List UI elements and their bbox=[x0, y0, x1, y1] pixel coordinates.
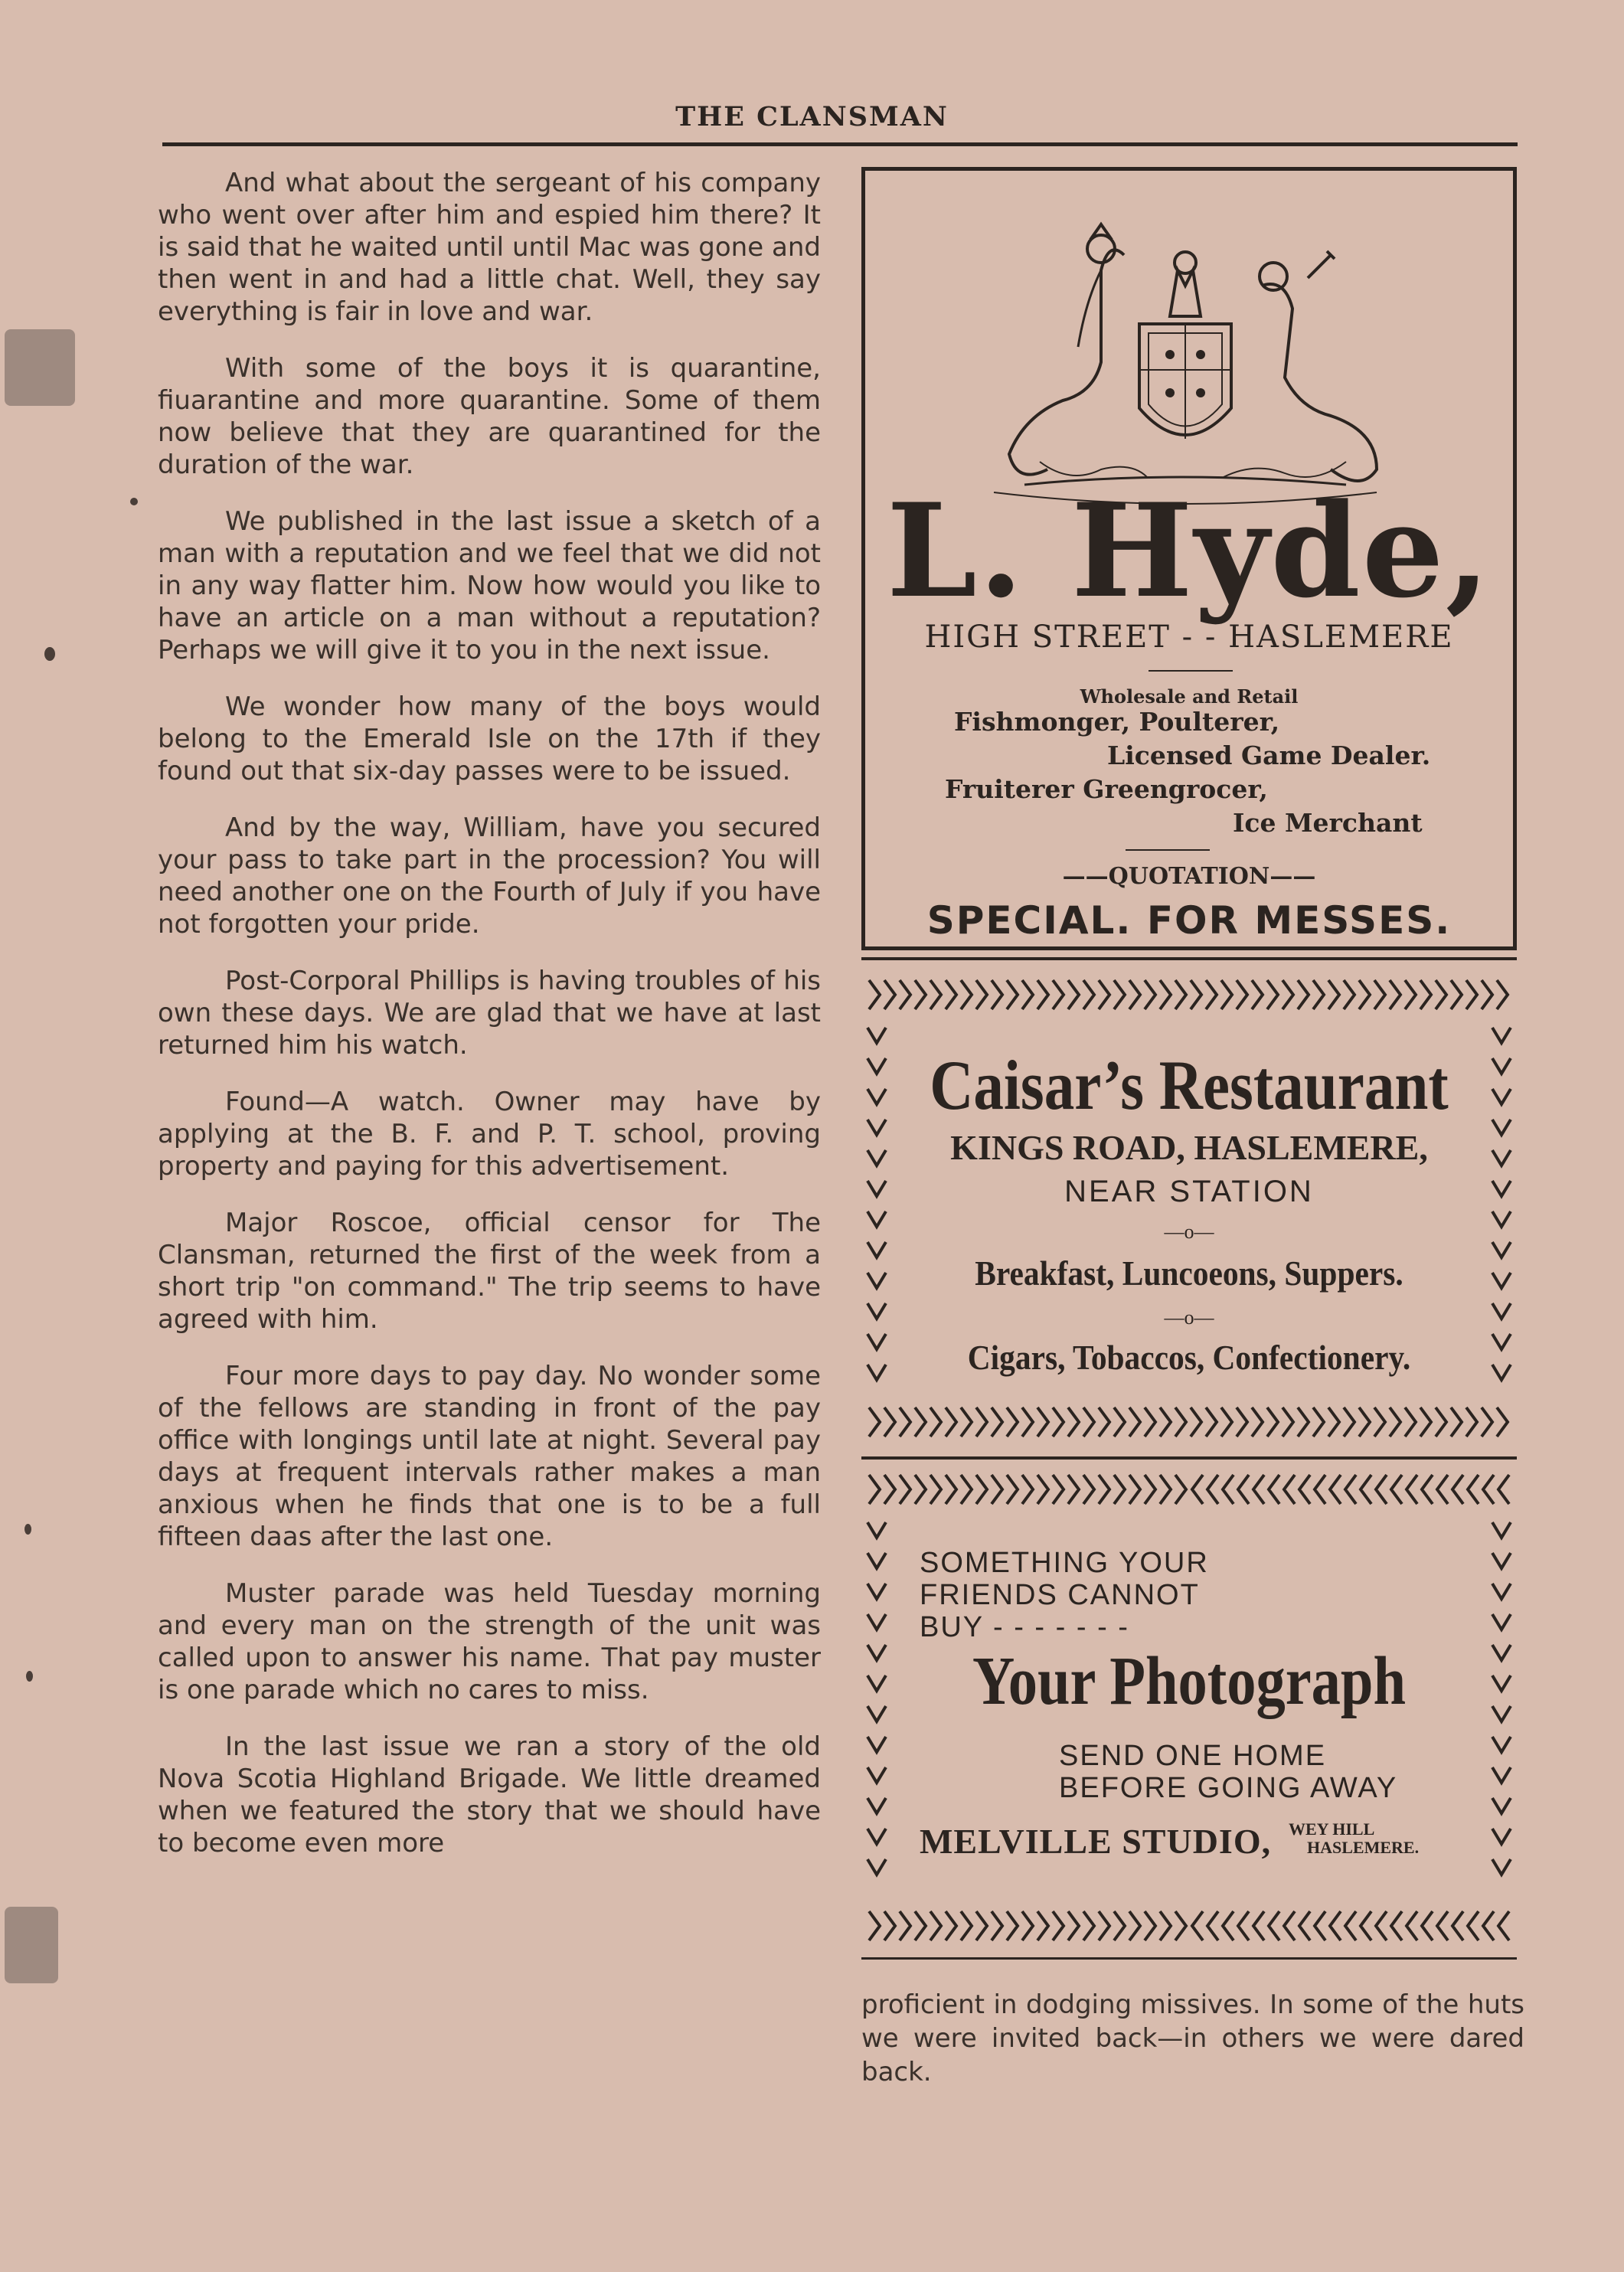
paragraph: In the last issue we ran a story of the old Nova Scotia Highland Brigade. We little dreamed when we featured the story that we should have to become even more bbox=[158, 1731, 821, 1858]
hyde-advertisement bbox=[861, 167, 1517, 950]
page-title: THE CLANSMAN bbox=[675, 101, 949, 132]
paper-stain bbox=[5, 1907, 58, 1983]
ad-separator bbox=[861, 957, 1517, 960]
ink-speck bbox=[26, 1671, 33, 1682]
service-line: Ice Merchant bbox=[1233, 808, 1423, 838]
left-column bbox=[158, 167, 821, 1884]
photograph-advertisement bbox=[861, 1469, 1517, 1951]
ornamental-border-icon bbox=[861, 1401, 1517, 1443]
wholesale-retail: Wholesale and Retail bbox=[1080, 685, 1299, 708]
paragraph: Post-Corporal Phillips is having troubles of his own these days. We are glad that we have at last returned him his watch. bbox=[158, 966, 821, 1061]
caisar-restaurant-advertisement bbox=[861, 974, 1517, 1449]
photograph-headline: Your Photograph bbox=[972, 1643, 1407, 1719]
ornamental-border-icon bbox=[861, 1469, 1517, 1510]
paragraph: Four more days to pay day. No wonder some of the fellows are standing in front of the pay office with longings until late at night. Several pay days at frequent intervals rather makes a man anxious when he finds that one is to be a full fifteen daas after the last one. bbox=[158, 1361, 821, 1552]
special-offer: SPECIAL. FOR MESSES. bbox=[926, 898, 1452, 943]
paper-stain bbox=[5, 329, 75, 406]
send-home-line: BEFORE GOING AWAY bbox=[1059, 1772, 1398, 1804]
coat-of-arms-icon bbox=[948, 209, 1423, 515]
ornamental-border-icon bbox=[1486, 1469, 1517, 1951]
divider: —o— bbox=[1164, 1221, 1214, 1243]
studio-street: WEY HILL bbox=[1289, 1819, 1375, 1839]
paragraph: Major Roscoe, official censor for The Clansman, returned the first of the week from a short trip "on command." The trip seems to have agreed with him. bbox=[158, 1208, 821, 1335]
paragraph: We wonder how many of the boys would belong to the Emerald Isle on the 17th if they found out that six-day passes were to be issued. bbox=[158, 691, 821, 786]
divider: —o— bbox=[1164, 1306, 1214, 1329]
ink-speck bbox=[44, 647, 55, 661]
divider bbox=[1126, 849, 1210, 851]
quotation-label: ——QUOTATION—— bbox=[1062, 863, 1316, 890]
ornamental-border-icon bbox=[861, 974, 892, 1449]
ornamental-border-icon bbox=[861, 974, 1517, 1015]
service-line: Licensed Game Dealer. bbox=[1107, 740, 1431, 770]
paragraph: With some of the boys it is quarantine, fiuarantine and more quarantine. Some of them now believe that they are quarantined for the duration of the war. bbox=[158, 353, 821, 480]
send-home-line: SEND ONE HOME bbox=[1059, 1740, 1327, 1772]
tagline-line: SOMETHING YOUR bbox=[920, 1547, 1209, 1579]
paragraph: We published in the last issue a sketch of a man with a reputation and we feel that we did not in any way flatter him. Now how would you like to have an article on a man without a reputation? Perhaps we will give it to you in the next issue. bbox=[158, 506, 821, 665]
header-rule bbox=[162, 142, 1518, 146]
advertiser-name: L. Hyde, bbox=[886, 475, 1492, 626]
ad-separator bbox=[861, 1957, 1517, 1960]
goods-line: Cigars, Tobaccos, Confectionery. bbox=[967, 1338, 1411, 1377]
service-line: Fruiterer Greengrocer, bbox=[945, 774, 1268, 804]
paragraph: And what about the sergeant of his company who went over after him and espied him there? It is said that he waited until until Mac was gone and then went in and had a little chat. Well, they say everything is fair in love and war. bbox=[158, 168, 821, 327]
divider bbox=[1149, 670, 1233, 672]
restaurant-location: NEAR STATION bbox=[1064, 1175, 1314, 1208]
restaurant-name: Caisar’s Restaurant bbox=[930, 1046, 1449, 1124]
meals-line: Breakfast, Luncoeons, Suppers. bbox=[975, 1254, 1403, 1293]
paragraph: Muster parade was held Tuesday morning and every man on the strength of the unit was called upon to answer his name. That pay muster is one parade which no cares to miss. bbox=[158, 1578, 821, 1705]
service-line: Fishmonger, Poulterer, bbox=[954, 707, 1280, 737]
tagline-line: FRIENDS CANNOT bbox=[920, 1579, 1200, 1611]
ornamental-border-icon bbox=[861, 1469, 892, 1951]
ornamental-border-icon bbox=[861, 1905, 1517, 1947]
continued-text: proficient in dodging missives. In some of the huts we were invited back—in others we were dared back. bbox=[861, 1989, 1524, 2087]
tagline-line: BUY - - - - - - - bbox=[920, 1611, 1129, 1643]
paragraph: And by the way, William, have you secured your pass to take part in the procession? You will need another one on the Fourth of July if you have not forgotten your pride. bbox=[158, 812, 821, 940]
ink-speck bbox=[130, 498, 138, 505]
ornamental-border-icon bbox=[1486, 974, 1517, 1449]
ink-speck bbox=[25, 1524, 31, 1535]
studio-town: HASLEMERE. bbox=[1307, 1838, 1420, 1857]
paragraph: Found—A watch. Owner may have by applying at the B. F. and P. T. school, proving property and paying for this advertisement. bbox=[158, 1087, 821, 1182]
ad-separator bbox=[861, 1456, 1517, 1460]
restaurant-address: KINGS ROAD, HASLEMERE, bbox=[950, 1128, 1428, 1167]
advertiser-address: HIGH STREET - - HASLEMERE bbox=[924, 619, 1454, 655]
studio-name: MELVILLE STUDIO, bbox=[920, 1822, 1272, 1861]
